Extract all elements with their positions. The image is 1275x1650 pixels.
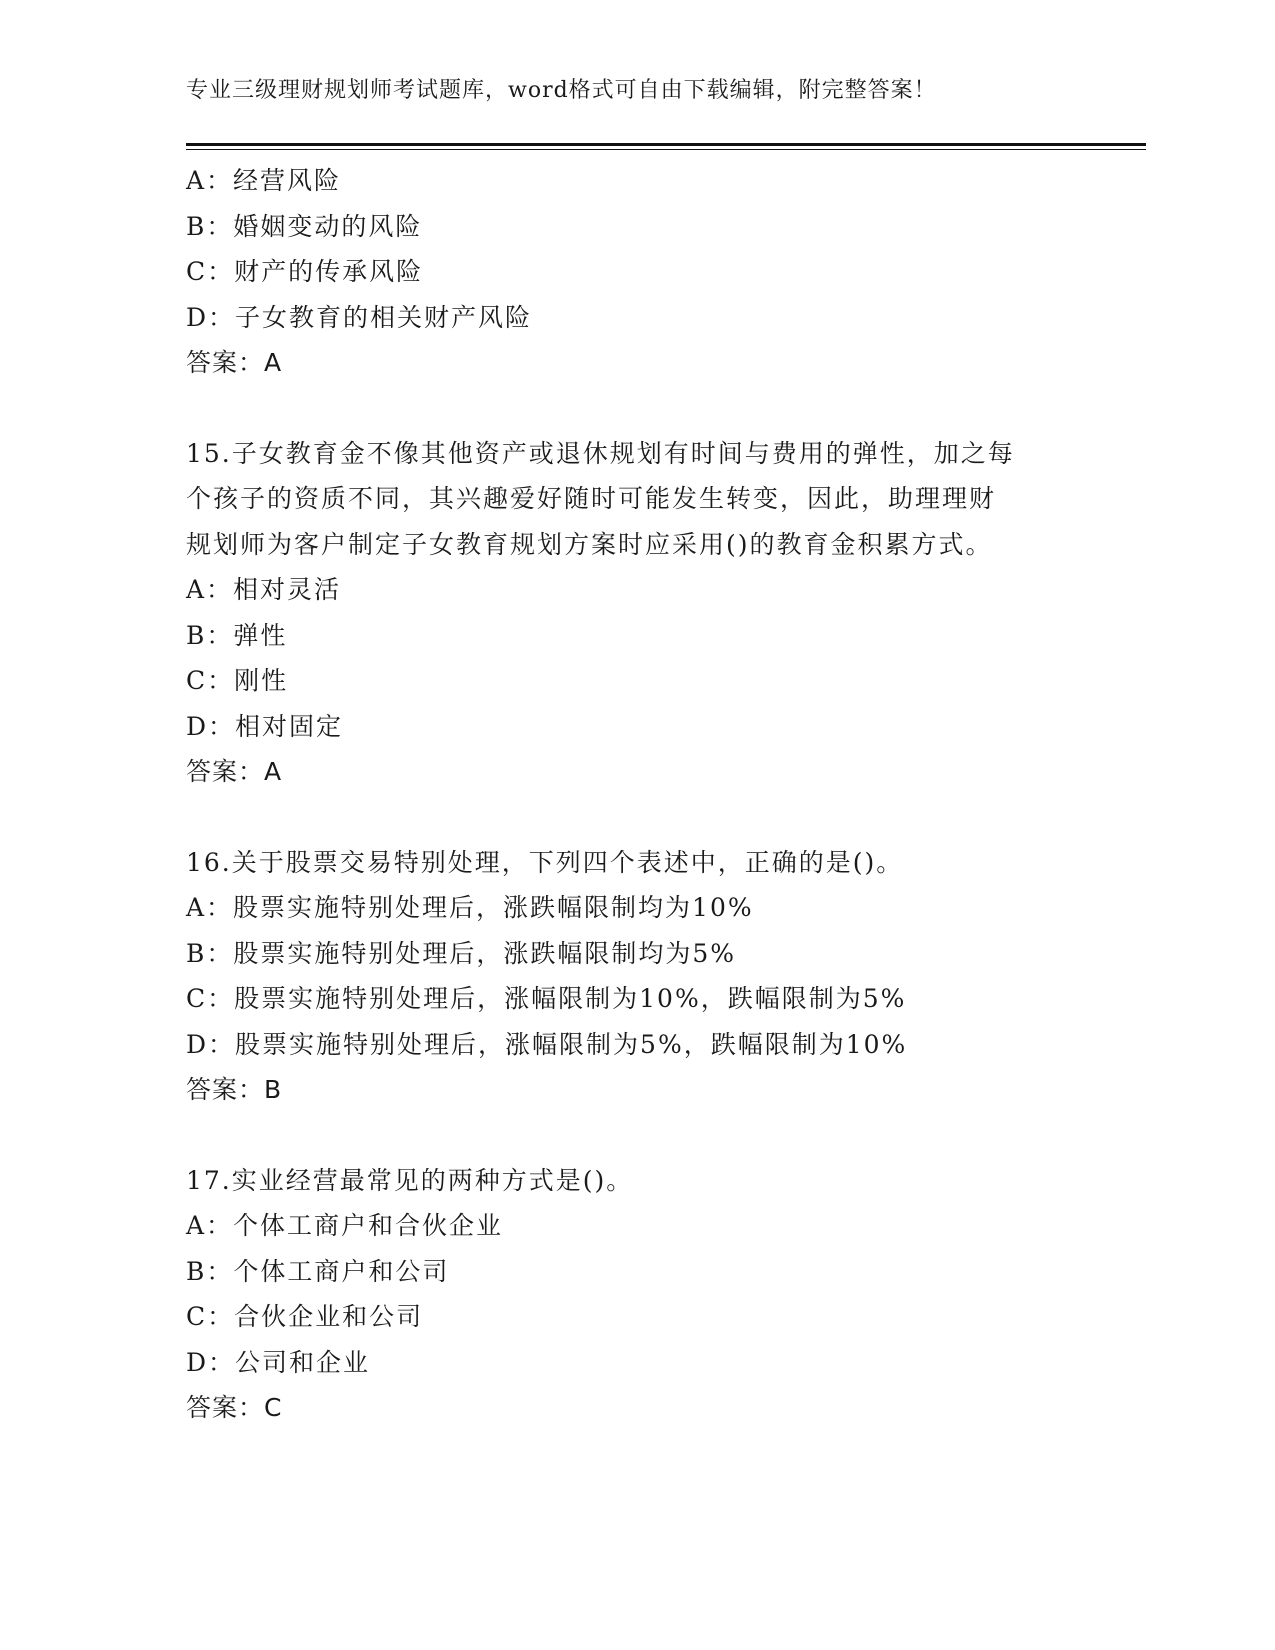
question-content [186, 158, 1116, 1431]
option-b: B：婚姻变动的风险 [186, 211, 423, 241]
option-b: B：弹性 [186, 620, 288, 650]
header-divider-thin [186, 149, 1146, 150]
option-c: C：合伙企业和公司 [186, 1302, 424, 1331]
answer: 答案：C [186, 1393, 283, 1422]
question-text-line: 规划师为客户制定子女教育规划方案时应采用()的教育金积累方式。 [186, 529, 993, 559]
option-d: D：公司和企业 [186, 1347, 371, 1377]
question-text-line: 个孩子的资质不同，其兴趣爱好随时可能发生转变，因此，助理理财 [186, 484, 997, 513]
question-text-line: 15.子女教育金不像其他资产或退休规划有时间与费用的弹性，加之每 [186, 438, 1015, 468]
answer: 答案：B [186, 1075, 283, 1104]
option-a: A：股票实施特别处理后，涨跌幅限制均为10% [186, 893, 754, 922]
question-14 [186, 158, 1116, 386]
spacer [186, 795, 1116, 840]
question-text: 16.关于股票交易特别处理，下列四个表述中，正确的是()。 [186, 847, 904, 877]
header-divider-thick [186, 143, 1146, 146]
page-header: 专业三级理财规划师考试题库，word格式可自由下载编辑，附完整答案！ [186, 78, 937, 103]
question-16 [186, 840, 1116, 1113]
spacer [186, 386, 1116, 431]
answer: 答案：A [186, 348, 283, 377]
option-d: D：相对固定 [186, 711, 344, 741]
option-b: B：股票实施特别处理后，涨跌幅限制均为5% [186, 938, 737, 968]
question-15 [186, 431, 1116, 795]
question-text: 17.实业经营最常见的两种方式是()。 [186, 1165, 634, 1195]
option-b: B：个体工商户和公司 [186, 1256, 450, 1286]
spacer [186, 1113, 1116, 1158]
question-17 [186, 1158, 1116, 1431]
option-d: D：子女教育的相关财产风险 [186, 302, 533, 332]
answer: 答案：A [186, 757, 283, 786]
option-a: A：经营风险 [186, 166, 342, 195]
option-a: A：相对灵活 [186, 575, 342, 604]
option-c: C：股票实施特别处理后，涨幅限制为10%，跌幅限制为5% [186, 984, 907, 1013]
option-d: D：股票实施特别处理后，涨幅限制为5%，跌幅限制为10% [186, 1029, 908, 1059]
option-a: A：个体工商户和合伙企业 [186, 1211, 504, 1240]
option-c: C：刚性 [186, 666, 289, 695]
option-c: C：财产的传承风险 [186, 257, 424, 286]
